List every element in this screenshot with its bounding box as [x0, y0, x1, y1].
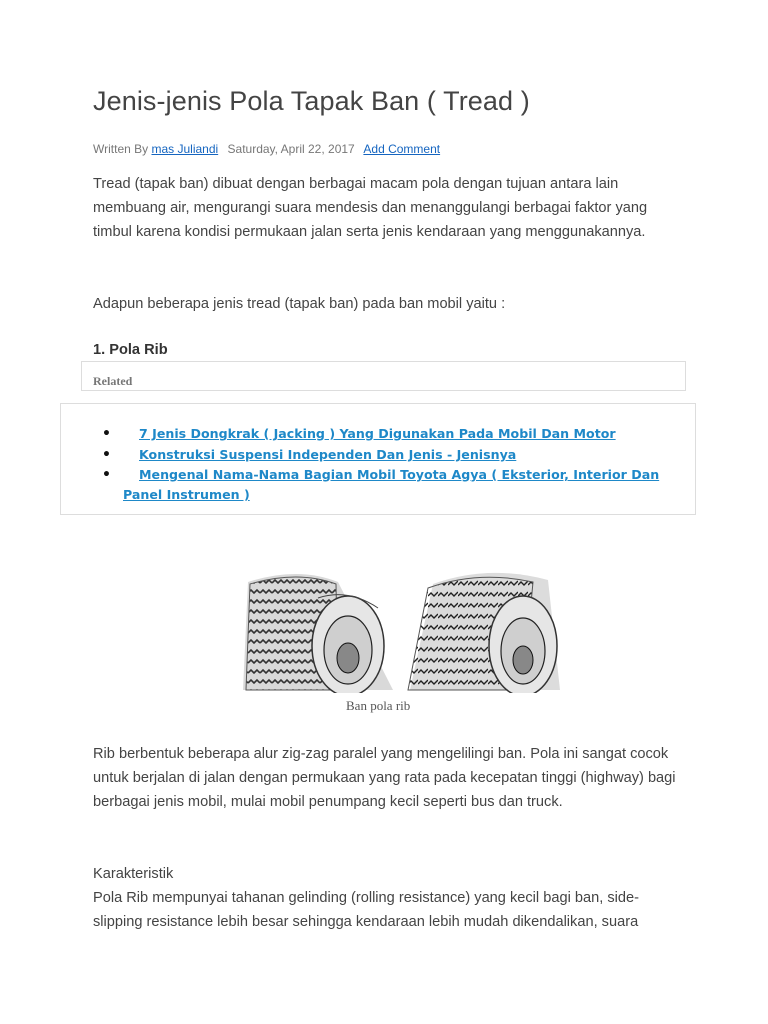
related-links-box: [60, 403, 696, 515]
related-link-item: [104, 424, 664, 444]
tire-figure: [188, 568, 568, 693]
bullet-icon: •: [102, 447, 111, 463]
written-by-label: Written By: [93, 142, 149, 156]
list-intro-paragraph: Adapun beberapa jenis tread (tapak ban) pada ban mobil yaitu :: [93, 296, 506, 312]
characteristics-label: Karakteristik: [93, 866, 174, 882]
article-title: Jenis-jenis Pola Tapak Ban ( Tread ): [93, 86, 530, 116]
article-meta: [93, 142, 440, 156]
figure-caption: Ban pola rib: [346, 698, 411, 713]
right-tire: [408, 573, 560, 693]
related-box: [81, 361, 686, 391]
author-link[interactable]: mas Juliandi: [151, 142, 219, 156]
intro-paragraph: Tread (tapak ban) dibuat dengan berbagai macam pola dengan tujuan antara lain membuang air, mengurangi suara mendesis dan menanggulangi berbagai faktor yang timbul karena kondisi permukaan jalan serta jenis kendaraan yang menggunakannya.: [93, 176, 648, 240]
add-comment-link[interactable]: Add Comment: [363, 142, 441, 156]
related-link-suspensi[interactable]: Konstruksi Suspensi Independen Dan Jenis - Jenisnya: [139, 447, 517, 462]
bullet-icon: •: [102, 426, 111, 442]
bullet-icon: •: [102, 467, 111, 483]
related-link-item: [102, 465, 663, 505]
related-link-toyota-agya[interactable]: Mengenal Nama-Nama Bagian Mobil Toyota Agya ( Eksterior, Interior Dan Panel Instrumen ): [123, 467, 660, 502]
section-heading: 1. Pola Rib: [93, 342, 168, 358]
left-tire: [243, 574, 393, 693]
tire-rib-illustration: [188, 568, 568, 693]
related-label: Related: [93, 374, 133, 388]
rib-description-paragraph: Rib berbentuk beberapa alur zig-zag paralel yang mengelilingi ban. Pola ini sangat cocok untuk berjalan di jalan dengan permukaan yang rata pada kecepatan tinggi (highway) bagi berbagai jenis mobil, mulai mobil penumpang kecil seperti bus dan truck.: [93, 746, 676, 810]
characteristics-paragraph: Pola Rib mempunyai tahanan gelinding (rolling resistance) yang kecil bagi ban, side-slipping resistance lebih besar sehingga kendaraan lebih mudah dikendalikan, suara: [93, 890, 639, 930]
post-date: Saturday, April 22, 2017: [227, 142, 355, 156]
related-link-dongkrak[interactable]: 7 Jenis Dongkrak ( Jacking ) Yang Digunakan Pada Mobil Dan Motor: [139, 426, 616, 441]
related-link-item: [104, 445, 664, 465]
